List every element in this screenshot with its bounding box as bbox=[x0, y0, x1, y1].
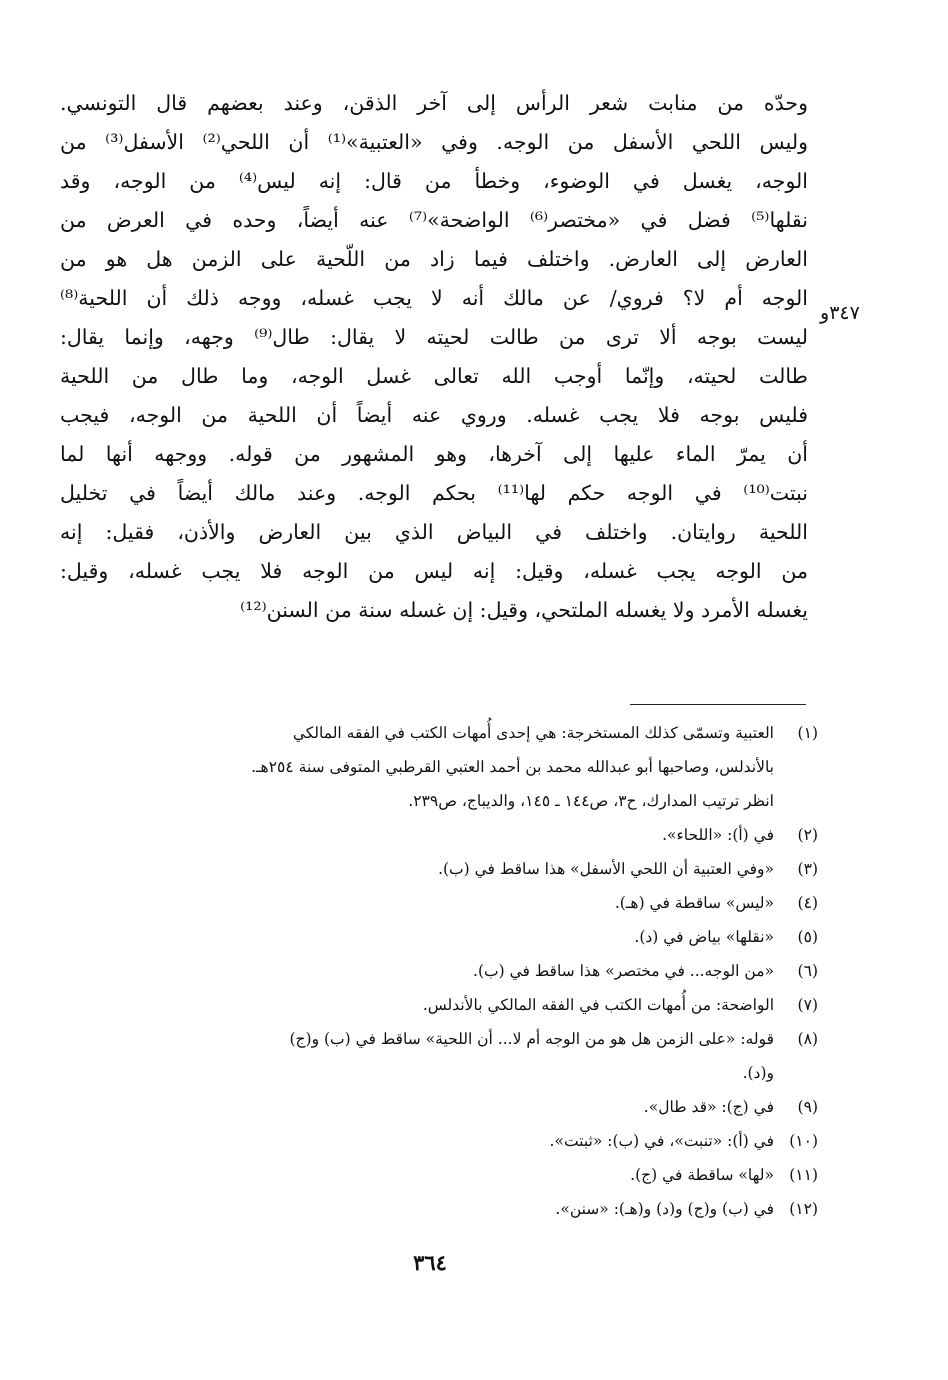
footnote-text: في (ج): «قد طال». bbox=[643, 1098, 774, 1116]
text-line: اللحية روايتان. واختلف في البياض الذي بين العارض والأذن، فقيل: إنه bbox=[60, 520, 808, 544]
footnote bbox=[56, 988, 818, 1022]
footnote bbox=[56, 1090, 818, 1124]
footnote-number: (٤) bbox=[797, 894, 818, 912]
footnote-number: (٦) bbox=[797, 962, 818, 980]
text-line: نبتت⁽¹⁰⁾ في الوجه حكم لها⁽¹¹⁾ بحكم الوجه. وعند مالك أيضاً في تخليل bbox=[60, 481, 808, 505]
footnote-text: الواضحة: من أُمهات الكتب في الفقه المالكي بالأندلس. bbox=[422, 996, 774, 1014]
footnote-number: (١١) bbox=[789, 1166, 818, 1184]
footnote-text: بالأندلس، وصاحبها أبو عبدالله محمد بن أحمد العتبي القرطبي المتوفى سنة ٢٥٤هـ. bbox=[251, 758, 774, 776]
footnote-text: «نقلها» بياض في (د). bbox=[634, 928, 774, 946]
footnote-number: (١٢) bbox=[789, 1200, 818, 1218]
footnote bbox=[56, 886, 818, 920]
margin-folio-note: ٣٤٧و bbox=[820, 302, 860, 324]
footnote-number: (١) bbox=[797, 724, 818, 742]
text-line: العارض إلى العارض. واختلف فيما زاد من اللّحية على الزمن هل هو من bbox=[60, 247, 808, 271]
footnote-text: «وفي العتبية أن اللحي الأسفل» هذا ساقط في (ب). bbox=[438, 860, 774, 878]
footnote-text: و(د). bbox=[742, 1064, 774, 1082]
text-line: ليست بوجه ألا ترى من طالت لحيته لا يقال: طال⁽⁹⁾ وجهه، وإنما يقال: bbox=[60, 325, 808, 349]
footnote-text: «ليس» ساقطة في (هـ). bbox=[614, 894, 774, 912]
footnote bbox=[56, 1124, 818, 1158]
text-line: طالت لحيته، وإنّما أوجب الله تعالى غسل الوجه، وما طال من اللحية bbox=[60, 364, 808, 388]
footnote-separator bbox=[630, 704, 806, 705]
footnote-number: (٧) bbox=[797, 996, 818, 1014]
footnote-number: (٩) bbox=[797, 1098, 818, 1116]
footnote-text: «لها» ساقطة في (ج). bbox=[630, 1166, 774, 1184]
text-line: فليس بوجه فلا يجب غسله. وروي عنه أيضاً أن اللحية من الوجه، فيجب bbox=[60, 403, 808, 427]
page-number: ٣٦٤ bbox=[413, 1250, 447, 1275]
text-line: الوجه أم لا؟ فروي/ عن مالك أنه لا يجب غسله، ووجه ذلك أن اللحية⁽⁸⁾ bbox=[60, 286, 808, 310]
footnote bbox=[56, 716, 818, 818]
footnote-text: قوله: «على الزمن هل هو من الوجه أم لا... أن اللحية» ساقط في (ب) و(ج) bbox=[289, 1030, 774, 1048]
footnote-text: «من الوجه... في مختصر» هذا ساقط في (ب). bbox=[473, 962, 774, 980]
footnotes bbox=[56, 716, 818, 1226]
text-line: من الوجه يجب غسله، وقيل: إنه ليس من الوجه فلا يجب غسله، وقيل: bbox=[60, 559, 808, 583]
footnote bbox=[56, 1022, 818, 1090]
footnote-text: في (أ): «اللحاء». bbox=[662, 826, 774, 844]
footnote-number: (١٠) bbox=[789, 1132, 818, 1150]
main-text bbox=[60, 84, 808, 630]
text-line: نقلها⁽⁵⁾ فضل في «مختصر⁽⁶⁾ الواضحة»⁽⁷⁾ عنه أيضاً، وحده في العرض من bbox=[60, 208, 808, 232]
footnote-number: (٨) bbox=[797, 1030, 818, 1048]
text-line: وحدّه من منابت شعر الرأس إلى آخر الذقن، وعند بعضهم قال التونسي. bbox=[60, 91, 808, 115]
footnote bbox=[56, 920, 818, 954]
footnote-number: (٢) bbox=[797, 826, 818, 844]
text-line: وليس اللحي الأسفل من الوجه. وفي «العتبية»⁽¹⁾ أن اللحي⁽²⁾ الأسفل⁽³⁾ من bbox=[60, 130, 808, 154]
footnote-text: في (ب) و(ج) و(د) و(هـ): «سنن». bbox=[555, 1200, 774, 1218]
footnote-text: في (أ): «تنبت»، في (ب): «ثبتت». bbox=[549, 1132, 774, 1150]
text-line: أن يمرّ الماء عليها إلى آخرها، وهو المشهور من قوله. ووجهه أنها لما bbox=[60, 442, 808, 466]
text-line: يغسله الأمرد ولا يغسله الملتحي، وقيل: إن غسله سنة من السنن⁽¹²⁾ bbox=[240, 598, 808, 622]
footnote bbox=[56, 1192, 818, 1226]
footnote bbox=[56, 954, 818, 988]
footnote bbox=[56, 1158, 818, 1192]
footnote bbox=[56, 818, 818, 852]
text-line: الوجه، يغسل في الوضوء، وخطأ من قال: إنه ليس⁽⁴⁾ من الوجه، وقد bbox=[60, 169, 808, 193]
footnote-text: انظر ترتيب المدارك، ح٣، ص١٤٤ ـ ١٤٥، والديباج، ص٢٣٩. bbox=[408, 792, 774, 810]
footnote-text: العتبية وتسمّى كذلك المستخرجة: هي إحدى أُمهات الكتب في الفقه المالكي bbox=[292, 724, 774, 742]
footnote-number: (٣) bbox=[797, 860, 818, 878]
footnote bbox=[56, 852, 818, 886]
footnote-number: (٥) bbox=[797, 928, 818, 946]
